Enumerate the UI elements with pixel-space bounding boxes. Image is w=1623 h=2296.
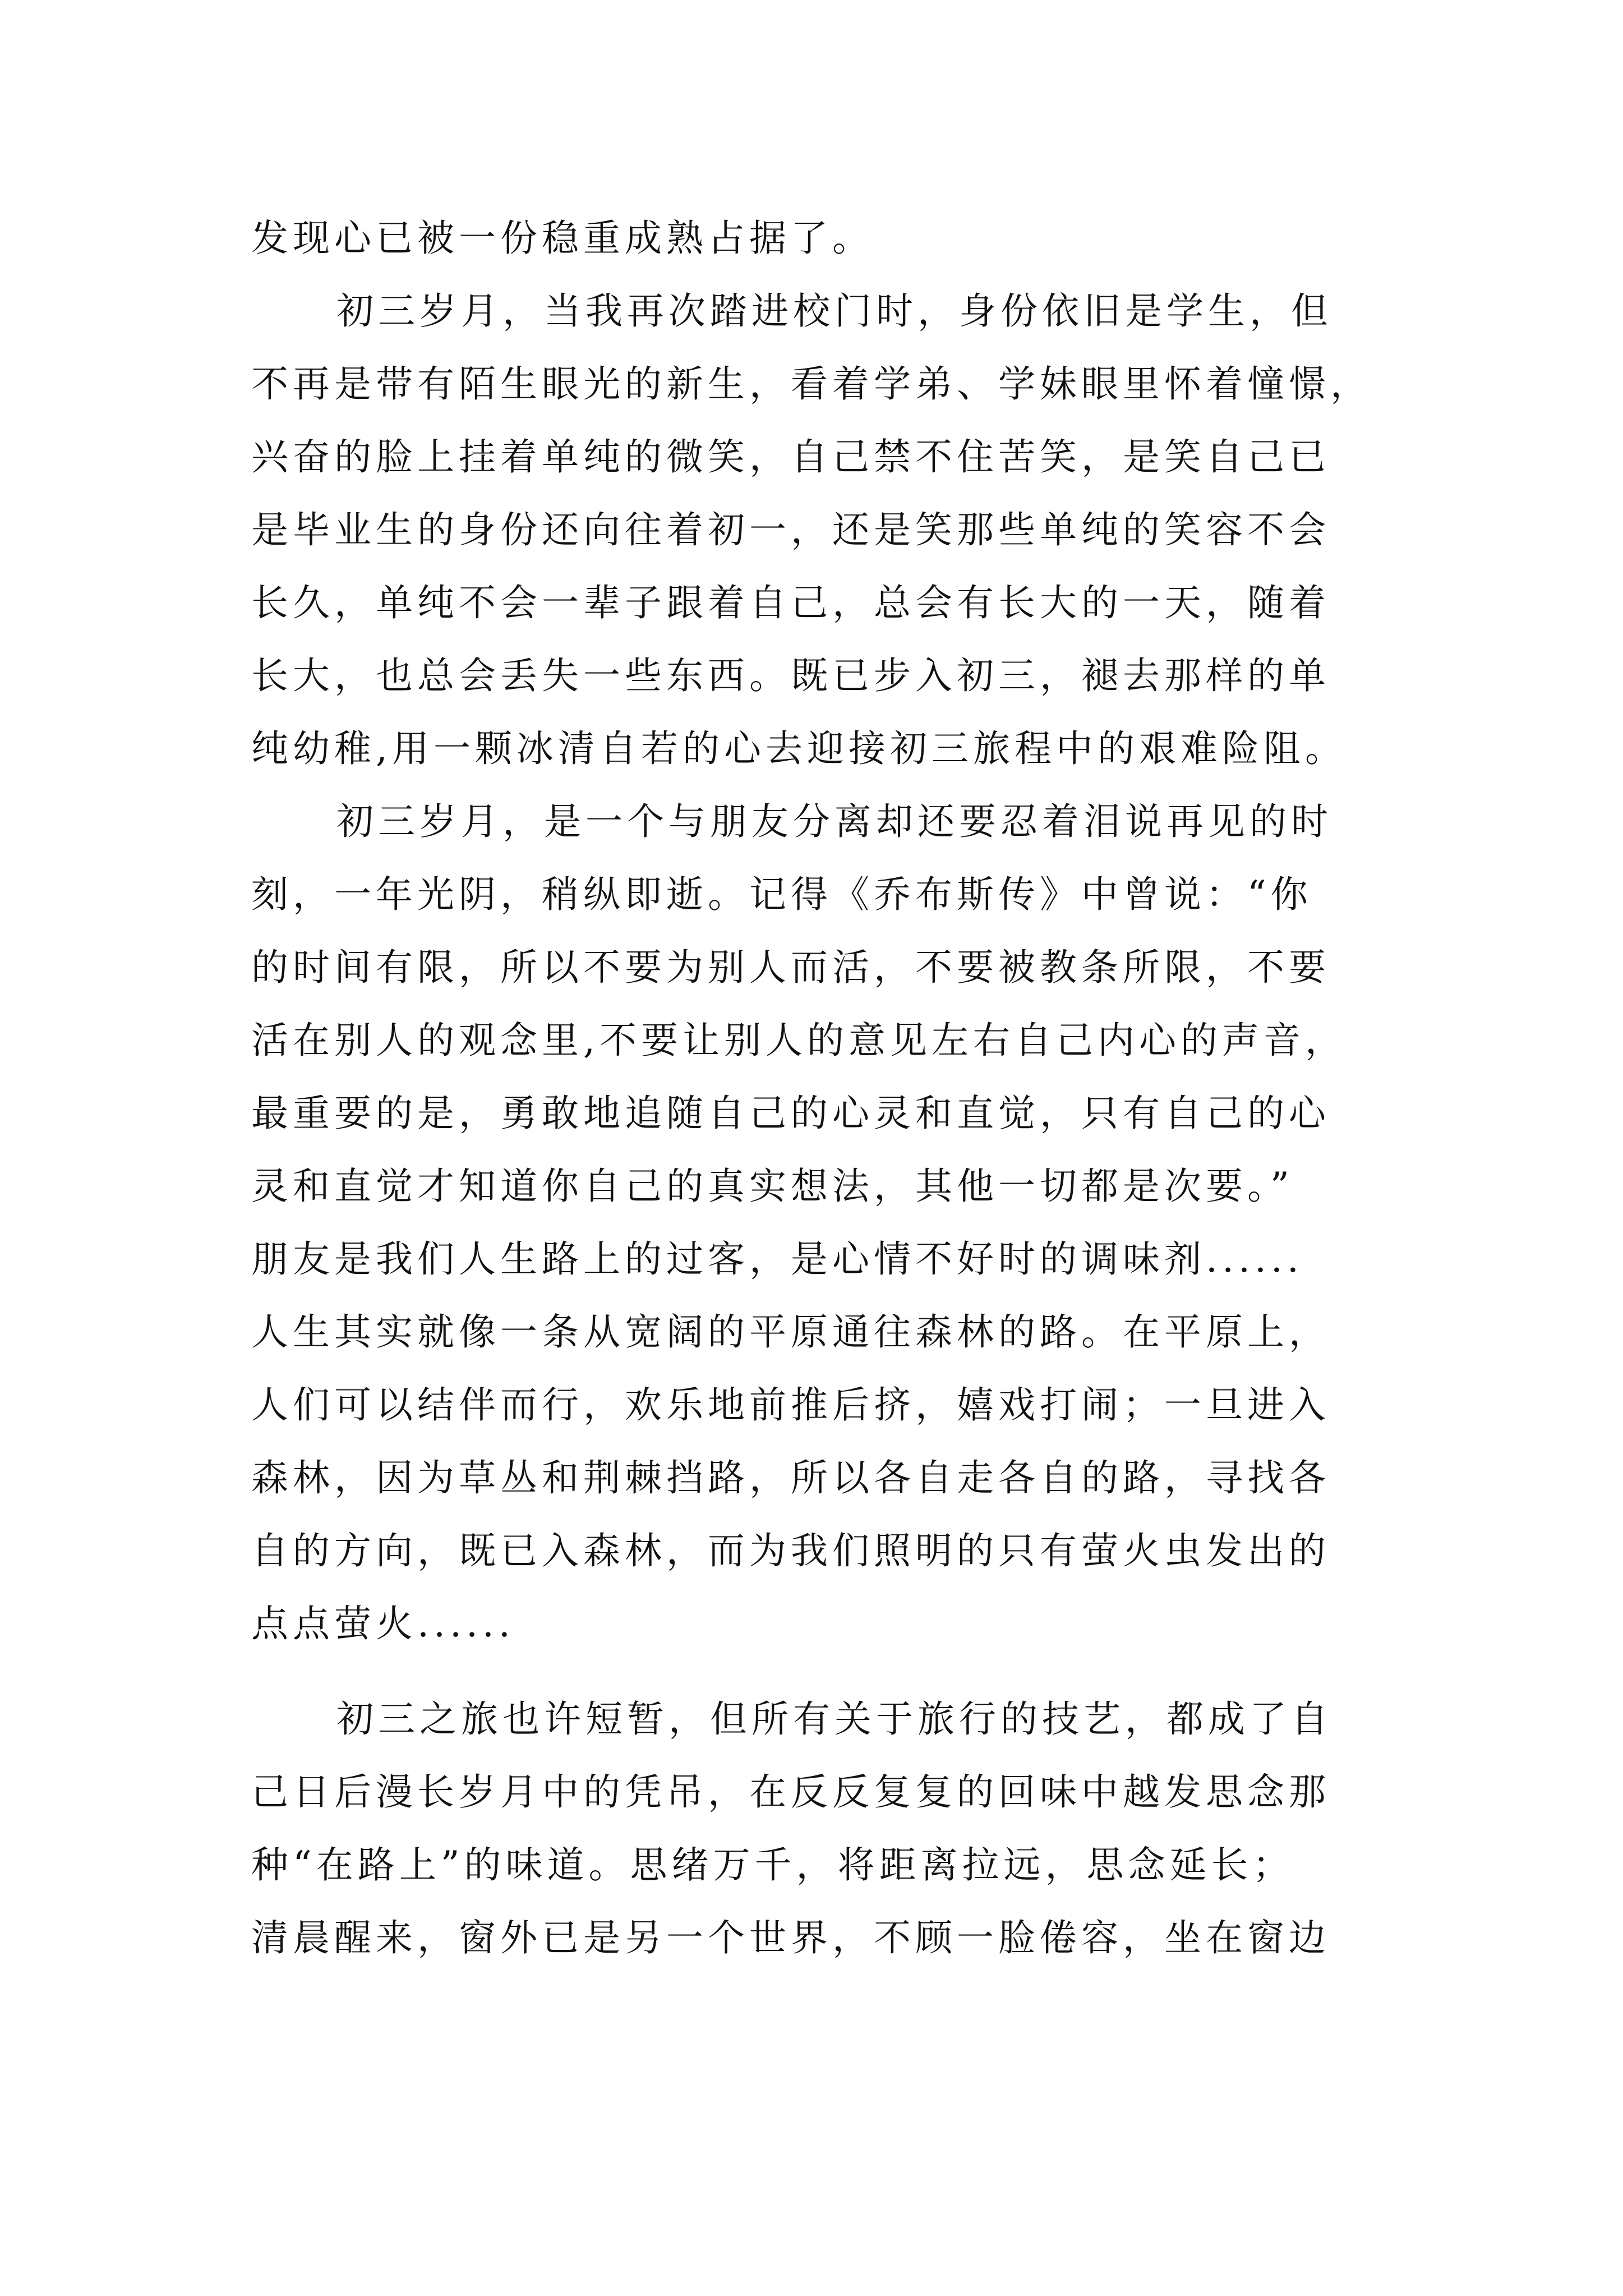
text-line: 不再是带有陌生眼光的新生，看着学弟、学妹眼里怀着憧憬， (251, 362, 1372, 406)
text-line: 兴奋的脸上挂着单纯的微笑，自己禁不住苦笑，是笑自己已 (251, 435, 1330, 478)
text-line: 刻，一年光阴，稍纵即逝。记得《乔布斯传》中曾说：“你 (251, 873, 1312, 916)
text-line: 是毕业生的身份还向往着初一，还是笑那些单纯的笑容不会 (251, 508, 1330, 551)
paragraph-first-line: 初三岁月，是一个与朋友分离却还要忍着泪说再见的时 (336, 800, 1332, 843)
text-line: 人生其实就像一条从宽阔的平原通往森林的路。在平原上， (251, 1310, 1330, 1354)
paragraph-first-line: 初三之旅也许短暂，但所有关于旅行的技艺，都成了自 (336, 1697, 1332, 1741)
text-line: 种“在路上”的味道。思绪万千，将距离拉远，思念延长； (251, 1843, 1294, 1887)
text-line: 灵和直觉才知道你自己的真实想法，其他一切都是次要。” (251, 1165, 1294, 1208)
text-line: 点点萤火...... (251, 1602, 515, 1645)
text-line: 自的方向，既已入森林，而为我们照明的只有萤火虫发出的 (251, 1529, 1330, 1572)
text-line: 森林，因为草丛和荆棘挡路，所以各自走各自的路，寻找各 (251, 1456, 1330, 1499)
text-line: 的时间有限，所以不要为别人而活，不要被教条所限，不要 (251, 946, 1330, 989)
text-line: 最重要的是，勇敢地追随自己的心灵和直觉，只有自己的心 (251, 1092, 1330, 1135)
text-line: 己日后漫长岁月中的凭吊，在反反复复的回味中越发思念那 (251, 1770, 1330, 1814)
text-line: 发现心已被一份稳重成熟占据了。 (251, 217, 874, 260)
text-line: 纯幼稚,用一颗冰清自若的心去迎接初三旅程中的艰难险阻。 (251, 727, 1347, 770)
text-line: 清晨醒来，窗外已是另一个世界，不顾一脸倦容，坐在窗边 (251, 1916, 1330, 1959)
text-line: 朋友是我们人生路上的过客，是心情不好时的调味剂...... (251, 1237, 1303, 1281)
text-line: 人们可以结伴而行，欢乐地前推后挤，嬉戏打闹；一旦进入 (251, 1383, 1330, 1427)
text-line: 长大，也总会丢失一些东西。既已步入初三，褪去那样的单 (251, 654, 1330, 697)
paragraph-first-line: 初三岁月，当我再次踏进校门时，身份依旧是学生，但 (336, 289, 1332, 333)
text-line: 活在别人的观念里,不要让别人的意见左右自己内心的声音， (251, 1019, 1347, 1062)
text-line: 长久，单纯不会一辈子跟着自己，总会有长大的一天，随着 (251, 581, 1330, 624)
